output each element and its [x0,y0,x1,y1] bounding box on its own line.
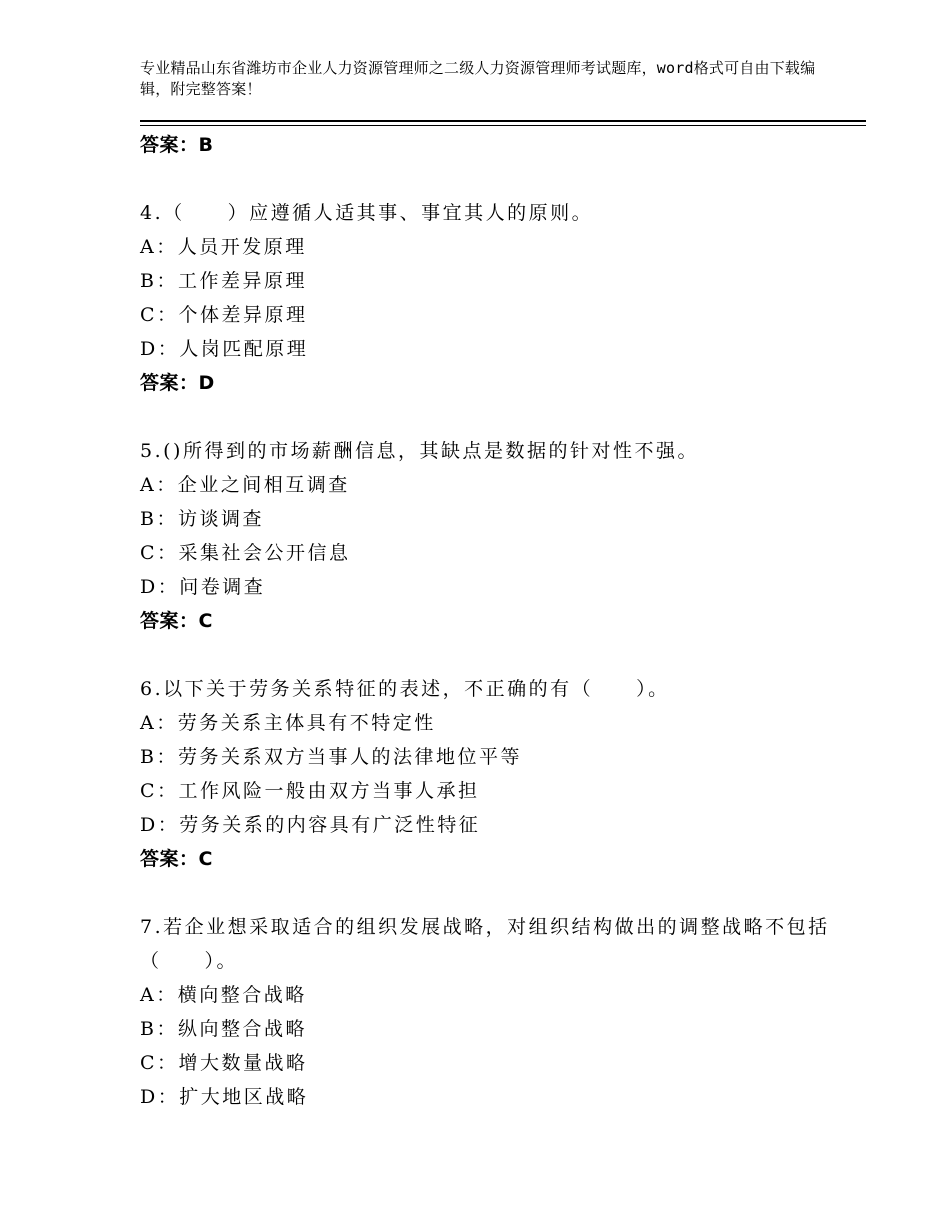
answer-line: 答案：B [140,134,214,156]
option-d: D：问卷调查 [140,576,266,598]
option-b: B：访谈调查 [140,508,264,530]
option-b: B：工作差异原理 [140,270,307,292]
question-item [140,672,840,876]
option-d: D：劳务关系的内容具有广泛性特征 [140,814,481,836]
option-a: A：劳务关系主体具有不特定性 [140,712,436,734]
question-item [140,910,840,1114]
option-a: A：人员开发原理 [140,236,307,258]
option-d: D：人岗匹配原理 [140,338,309,360]
option-c: C：采集社会公开信息 [140,542,351,564]
question-stem: 4.（ ）应遵循人适其事、事宜其人的原则。 [140,202,594,224]
document-header-title: 专业精品山东省潍坊市企业人力资源管理师之二级人力资源管理师考试题库，word格式可自由下载编辑，附完整答案！ [140,59,816,98]
question-stem: 6.以下关于劳务关系特征的表述，不正确的有（ ）。 [140,678,670,700]
option-a: A：横向整合战略 [140,984,307,1006]
question-item [140,196,840,400]
question-list [140,128,840,1148]
answer-line: 答案：C [140,610,213,632]
header-divider-thick [140,120,866,122]
option-b: B：纵向整合战略 [140,1018,307,1040]
question-stem: 7.若企业想采取适合的组织发展战略，对组织结构做出的调整战略不包括（ ）。 [140,916,830,972]
header-divider-thin [140,125,866,126]
option-d: D：扩大地区战略 [140,1086,309,1108]
question-item [140,434,840,638]
option-a: A：企业之间相互调查 [140,474,350,496]
option-b: B：劳务关系双方当事人的法律地位平等 [140,746,522,768]
answer-line: 答案：D [140,372,215,394]
option-c: C：个体差异原理 [140,304,308,326]
answer-line: 答案：C [140,848,213,870]
option-c: C：增大数量战略 [140,1052,308,1074]
question-stem: 5.()所得到的市场薪酬信息，其缺点是数据的针对性不强。 [140,440,699,462]
option-c: C：工作风险一般由双方当事人承担 [140,780,480,802]
